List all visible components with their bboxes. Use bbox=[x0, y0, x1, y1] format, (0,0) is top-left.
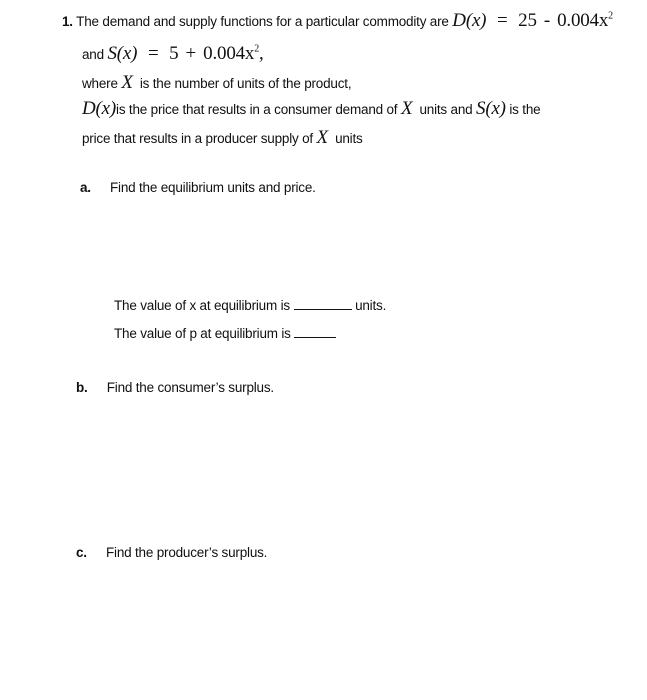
supply-term: $0.004x^2$, bbox=[203, 43, 264, 64]
supply-equals: = bbox=[147, 43, 159, 64]
question-line-4 bbox=[82, 98, 540, 120]
part-a-prompt: Find the equilibrium units and price. bbox=[109, 180, 316, 195]
last-line: price that results in a producer supply of bbox=[82, 131, 313, 146]
supply-plus: + bbox=[185, 43, 197, 64]
question-number: 1. bbox=[62, 14, 73, 29]
demand-minus: - bbox=[543, 10, 550, 31]
part-c-prompt: Find the producer’s surplus. bbox=[105, 545, 268, 560]
where-tail: is the number of units of the product, bbox=[139, 76, 352, 91]
x-equilibrium-text: The value of x at equilibrium is bbox=[114, 298, 290, 313]
variable-x-2: X bbox=[400, 98, 413, 119]
p-equilibrium-blank[interactable] bbox=[294, 325, 336, 338]
question-line-2 bbox=[82, 43, 264, 65]
part-b-label: b. bbox=[76, 380, 88, 395]
supply-function-label: S(x) bbox=[107, 43, 138, 64]
demand-term: $0.004x^2$ bbox=[557, 10, 613, 31]
variable-x-3: X bbox=[316, 127, 328, 148]
question-line-1 bbox=[62, 10, 613, 32]
x-equilibrium-blank[interactable] bbox=[294, 297, 352, 310]
p-equilibrium-text: The value of p at equilibrium is bbox=[114, 326, 291, 341]
dx-line-tail: is the bbox=[509, 102, 541, 117]
part-b-prompt: Find the consumer’s surplus. bbox=[106, 380, 274, 395]
question-line-5 bbox=[82, 127, 363, 149]
supply-exponent: 2 bbox=[254, 43, 260, 55]
supply-constant: 5 bbox=[169, 43, 179, 64]
variable-x: X bbox=[121, 72, 133, 93]
part-c-heading bbox=[76, 545, 267, 560]
part-c-label: c. bbox=[76, 545, 87, 560]
dx-line-mid2: units and bbox=[419, 102, 473, 117]
demand-function-ref: D(x) bbox=[82, 98, 117, 119]
x-equilibrium-unit: units. bbox=[355, 298, 387, 313]
demand-constant: 25 bbox=[518, 10, 537, 31]
units-word: units bbox=[335, 131, 363, 146]
part-a-label: a. bbox=[80, 180, 91, 195]
part-b-heading bbox=[76, 380, 274, 395]
dx-line-mid: is the price that results in a consumer demand of bbox=[116, 102, 398, 117]
p-equilibrium-line bbox=[114, 325, 336, 341]
and-label: and bbox=[82, 47, 104, 62]
question-intro: The demand and supply functions for a particular commodity are bbox=[76, 14, 449, 29]
demand-function-label: D(x) bbox=[452, 10, 487, 31]
x-equilibrium-line bbox=[114, 297, 386, 313]
part-a-heading bbox=[80, 180, 316, 195]
supply-function-ref: S(x) bbox=[476, 98, 506, 119]
demand-equals: = bbox=[496, 10, 508, 31]
demand-exponent: 2 bbox=[608, 10, 613, 22]
question-line-3 bbox=[82, 72, 351, 94]
where-text: where bbox=[82, 76, 118, 91]
